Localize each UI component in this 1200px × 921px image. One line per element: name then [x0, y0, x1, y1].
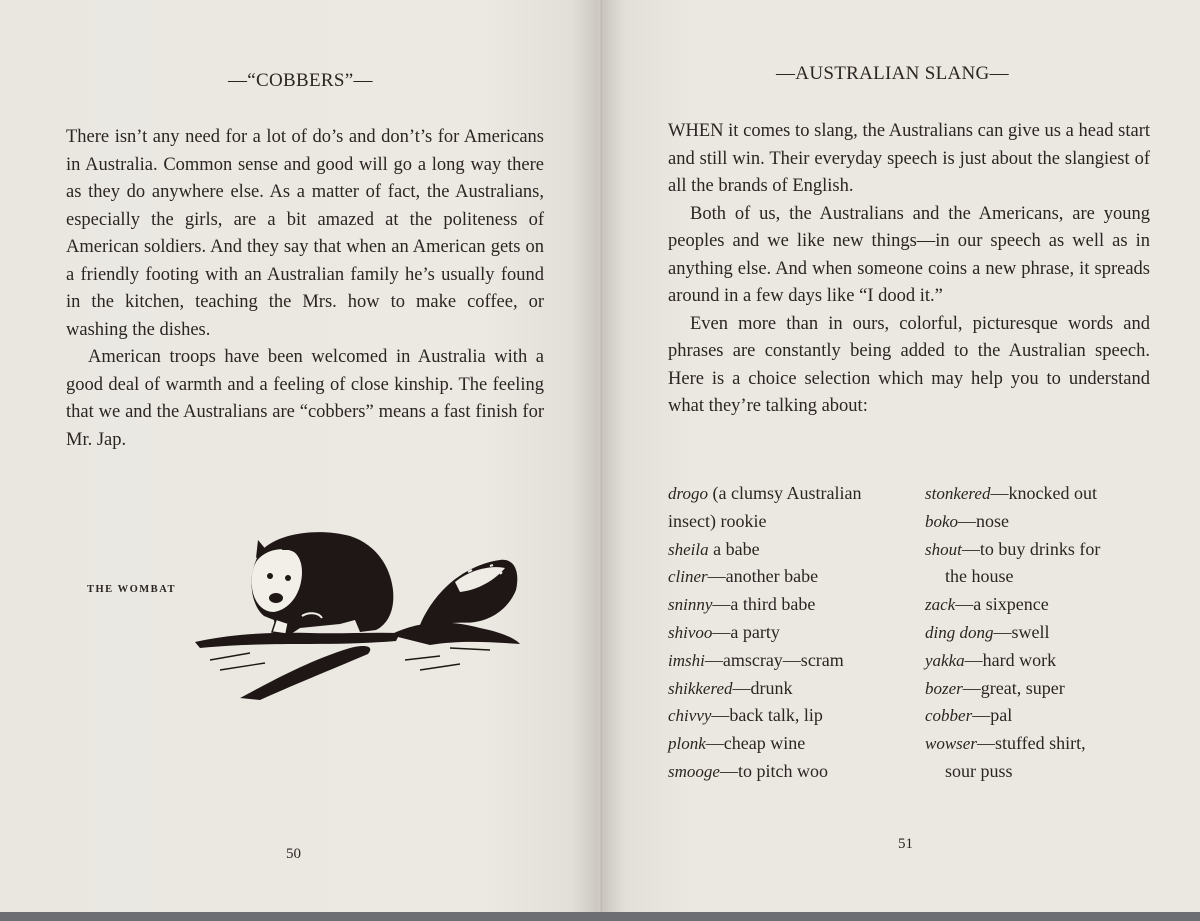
- glossary-term: cobber: [925, 706, 973, 726]
- glossary-entry: [925, 730, 1155, 758]
- glossary-definition: —a sixpence: [955, 594, 1049, 615]
- glossary-column-left: [668, 480, 918, 786]
- glossary-definition: —hard work: [964, 649, 1057, 670]
- glossary-term: chivvy: [668, 706, 712, 726]
- left-body-text: [66, 124, 544, 454]
- glossary-definition: —to pitch woo: [719, 760, 828, 781]
- glossary-definition: sour puss: [945, 760, 1013, 781]
- glossary-entry: [668, 480, 918, 508]
- glossary-term: plonk: [668, 734, 706, 754]
- glossary-entry: [668, 647, 918, 675]
- glossary-term: cliner: [668, 567, 708, 587]
- glossary-term: boko: [925, 511, 959, 531]
- glossary-definition: —another babe: [707, 566, 819, 587]
- glossary-term: imshi: [668, 650, 705, 670]
- glossary-term: smooge: [668, 761, 720, 781]
- glossary-definition: —amscray—scram: [704, 649, 844, 670]
- glossary-definition: —nose: [958, 510, 1010, 531]
- glossary-entry: [925, 647, 1155, 675]
- glossary-definition: —to buy drinks for: [961, 538, 1101, 559]
- glossary-definition: (a clumsy Australian: [708, 483, 862, 503]
- paragraph: Both of us, the Australians and the Americans, are young peoples and we like new things—in our speech as well as in anything else. And when someone coins a new phrase, it spreads around in a few days like “I dood it.”: [668, 203, 1150, 306]
- paragraph: WHEN it comes to slang, the Australians can give us a head start and still win. Their everyday speech is just about the slangiest of all the brands of English.: [668, 121, 1150, 196]
- glossary-definition: —stuffed shirt,: [976, 733, 1086, 754]
- glossary-definition: —back talk, lip: [711, 705, 823, 726]
- glossary-term: bozer: [925, 678, 963, 698]
- glossary-entry: [925, 480, 1155, 508]
- glossary-entry: [925, 758, 1155, 786]
- paragraph: American troops have been welcomed in Australia with a good deal of warmth and a feeling of close kinship. The feeling that we and the Australians are “cobbers” means a fast finish for Mr. Jap.: [66, 347, 544, 450]
- running-head-right: —AUSTRALIAN SLANG—: [776, 63, 1009, 84]
- glossary-term: shivoo: [668, 622, 713, 642]
- glossary-term: shikkered: [668, 678, 733, 698]
- right-body-text: [668, 118, 1150, 421]
- glossary-definition: —swell: [993, 621, 1050, 642]
- glossary-entry: [668, 730, 918, 758]
- glossary-entry: [925, 619, 1155, 647]
- glossary-entry: [925, 508, 1155, 536]
- glossary-column-right: [925, 480, 1155, 786]
- scan-bottom-edge: [0, 912, 1200, 921]
- glossary-definition: a babe: [708, 538, 760, 559]
- glossary-entry: [668, 758, 918, 786]
- glossary-entry: [668, 508, 918, 536]
- glossary-term: yakka: [925, 650, 965, 670]
- glossary-definition: insect) rookie: [668, 510, 767, 531]
- glossary-entry: [668, 702, 918, 730]
- glossary-entry: [925, 702, 1155, 730]
- illustration-caption: THE WOMBAT: [87, 584, 176, 595]
- glossary-term: ding dong: [925, 622, 994, 642]
- glossary-entry: [668, 536, 918, 564]
- page-number-left: 50: [286, 846, 301, 862]
- glossary-entry: [925, 591, 1155, 619]
- glossary-term: zack: [925, 595, 956, 615]
- glossary-entry: [668, 563, 918, 591]
- glossary-entry: [925, 536, 1155, 564]
- glossary-entry: [668, 675, 918, 703]
- glossary-definition: —pal: [972, 705, 1013, 726]
- left-page: [0, 0, 602, 912]
- paragraph: There isn’t any need for a lot of do’s and don’t’s for Americans in Australia. Common sense and good will go a long way there as they do anywhere else. As a matter of fact, the Australians, especially the girls, are a bit amazed at the politeness of American soldiers. And they say that when an American gets on a friendly footing with an Australian family he’s usually found in the kitchen, teaching the Mrs. how to make coffee, or washing the dishes.: [66, 127, 544, 340]
- paragraph: Even more than in ours, colorful, picturesque words and phrases are constantly being added to the Australian speech. Here is a choice selection which may help you to understand what they’re talking about:: [668, 313, 1150, 416]
- glossary-term: sninny: [668, 595, 713, 615]
- glossary-term: wowser: [925, 734, 977, 754]
- glossary-definition: —a third babe: [712, 594, 816, 615]
- glossary-term: drogo: [668, 484, 708, 503]
- glossary-definition: —great, super: [962, 677, 1065, 698]
- glossary-term: shout: [925, 539, 962, 559]
- glossary-term: stonkered: [925, 484, 991, 503]
- glossary-entry: [668, 591, 918, 619]
- glossary-entry: [925, 675, 1155, 703]
- glossary-definition: —a party: [712, 621, 780, 642]
- right-page: [602, 0, 1200, 912]
- glossary-term: sheila: [668, 539, 709, 559]
- glossary-definition: the house: [945, 566, 1014, 587]
- page-number-right: 51: [898, 836, 913, 852]
- glossary-entry: [925, 563, 1155, 591]
- glossary-entry: [668, 619, 918, 647]
- glossary-definition: —cheap wine: [705, 733, 806, 754]
- glossary-definition: —knocked out: [990, 483, 1097, 503]
- wombat-illustration: [190, 520, 530, 705]
- glossary-definition: —drunk: [732, 677, 793, 698]
- running-head-left: —“COBBERS”—: [228, 70, 373, 91]
